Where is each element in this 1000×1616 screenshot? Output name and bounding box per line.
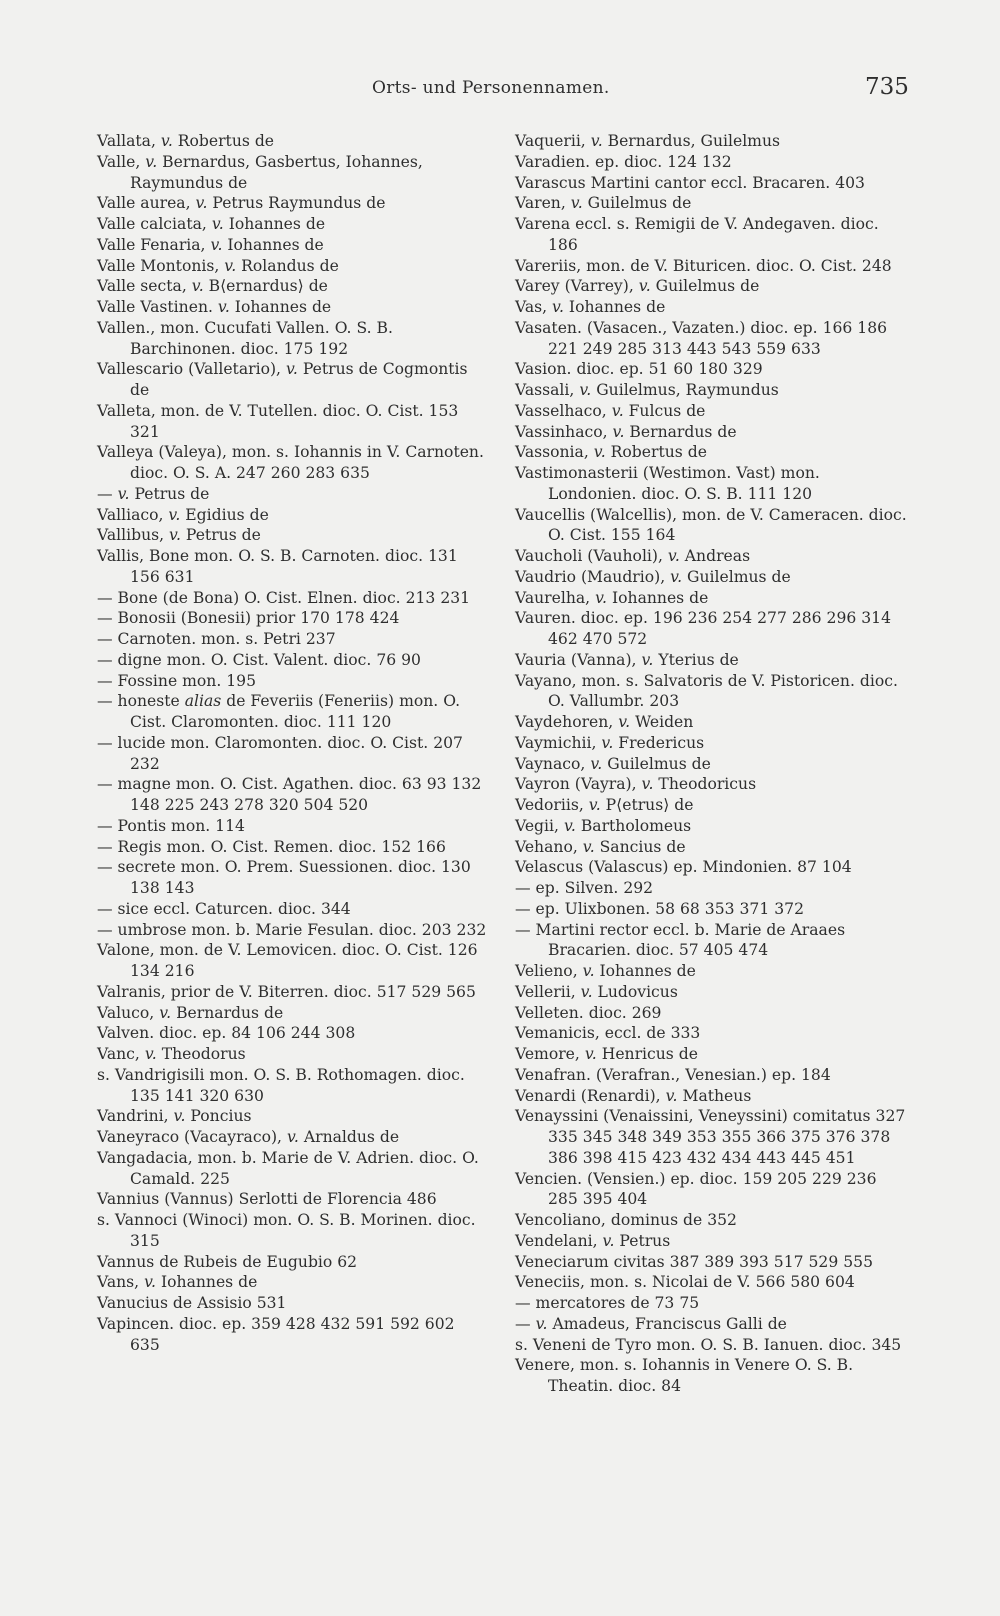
index-entry: — magne mon. O. Cist. Agathen. dioc. 63 93 132 148 225 243 278 320 504 520	[97, 775, 482, 814]
index-entry: Valven. dioc. ep. 84 106 244 308	[97, 1024, 356, 1043]
index-entry: Velieno, v. Iohannes de	[515, 962, 696, 980]
index-entry: Vaudrio (Maudrio), v. Guilelmus de	[515, 567, 791, 586]
index-entry: Vallen., mon. Cucufati Vallen. O. S. B. Barchinonen. dioc. 175 192	[97, 318, 393, 358]
index-entry: Vehano, v. Sancius de	[515, 837, 686, 856]
index-entry: Vasaten. (Vasacen., Vazaten.) dioc. ep. 166 186 221 249 285 313 443 543 559 633	[515, 318, 888, 358]
index-entry: — mercatores de 73 75	[515, 1294, 700, 1312]
index-column-right	[515, 131, 907, 1397]
index-entry: Vans, v. Iohannes de	[97, 1273, 258, 1292]
index-entry: — umbrose mon. b. Marie Fesulan. dioc. 203 232	[97, 920, 487, 939]
index-entry: Vapincen. dioc. ep. 359 428 432 591 592 602 635	[97, 1314, 455, 1354]
index-entry: Varena eccl. s. Remigii de V. Andegaven. dioc. 186	[515, 215, 879, 254]
index-entry: Valranis, prior de V. Biterren. dioc. 517 529 565	[97, 982, 476, 1001]
index-entry: Vareriis, mon. de V. Bituricen. dioc. O. Cist. 248	[515, 256, 892, 275]
index-entry: Vaucellis (Walcellis), mon. de V. Cameracen. dioc. O. Cist. 155 164	[515, 505, 907, 545]
index-entry: Vannius (Vannus) Serlotti de Florencia 486	[97, 1190, 437, 1209]
index-entry: Vaquerii, v. Bernardus, Guilelmus	[515, 132, 781, 150]
index-entry: — Fossine mon. 195	[97, 671, 257, 690]
index-entry: Vangadacia, mon. b. Marie de V. Adrien. dioc. O. Camald. 225	[97, 1148, 479, 1188]
index-entry: Valle calciata, v. Iohannes de	[97, 215, 326, 233]
index-entry: Valle Fenaria, v. Iohannes de	[97, 235, 324, 254]
index-entry: Varen, v. Guilelmus de	[515, 194, 692, 213]
index-entry: Varadien. ep. dioc. 124 132	[515, 152, 732, 171]
index-entry: Vaymichii, v. Fredericus	[515, 733, 705, 752]
index-column-left	[97, 131, 489, 1355]
index-entry: Vayron (Vayra), v. Theodoricus	[515, 775, 757, 794]
index-entry: — Regis mon. O. Cist. Remen. dioc. 152 166	[97, 837, 446, 856]
index-entry: Vannus de Rubeis de Eugubio 62	[97, 1252, 358, 1271]
index-entry: Vandrini, v. Poncius	[97, 1107, 252, 1126]
index-entry: Varey (Varrey), v. Guilelmus de	[515, 277, 760, 296]
index-entry: Vaneyraco (Vacayraco), v. Arnaldus de	[97, 1128, 400, 1146]
index-entry: Valone, mon. de V. Lemovicen. dioc. O. Cist. 126 134 216	[97, 941, 478, 980]
index-entry: Valle, v. Bernardus, Gasbertus, Iohannes, Raymundus de	[97, 152, 423, 192]
index-entry: s. Veneni de Tyro mon. O. S. B. Ianuen. dioc. 345	[515, 1335, 902, 1354]
index-entry: Vassinhaco, v. Bernardus de	[515, 422, 737, 441]
index-entry: Vencien. (Vensien.) ep. dioc. 159 205 229 236 285 395 404	[515, 1169, 877, 1209]
running-title: Orts- und Personennamen.	[372, 78, 610, 98]
index-entry: — Martini rector eccl. b. Marie de Araaes Bracarien. dioc. 57 405 474	[515, 920, 846, 960]
index-entry: Velascus (Valascus) ep. Mindonien. 87 104	[515, 858, 852, 877]
index-entry: Vaynaco, v. Guilelmus de	[515, 754, 711, 773]
index-entry: Valle aurea, v. Petrus Raymundus de	[97, 194, 386, 213]
index-entry: — v. Amadeus, Franciscus Galli de	[515, 1314, 787, 1333]
index-entry: Vanucius de Assisio 531	[97, 1294, 287, 1312]
index-entry: — honeste alias de Feveriis (Feneriis) mon. O. Cist. Claromonten. dioc. 111 120	[97, 692, 461, 731]
index-entry: — ep. Silven. 292	[515, 879, 654, 897]
index-entry: Valleya (Valeya), mon. s. Iohannis in V. Carnoten. dioc. O. S. A. 247 260 283 635	[97, 443, 484, 482]
index-entry: Velleten. dioc. 269	[515, 1003, 662, 1022]
index-entry: Vaucholi (Vauholi), v. Andreas	[515, 547, 751, 565]
index-entry: Vemore, v. Henricus de	[515, 1045, 698, 1063]
index-entry: Vallibus, v. Petrus de	[97, 526, 261, 545]
index-entry: Veneciis, mon. s. Nicolai de V. 566 580 604	[515, 1273, 855, 1292]
index-entry: — digne mon. O. Cist. Valent. dioc. 76 90	[97, 650, 421, 669]
index-entry: Vasion. dioc. ep. 51 60 180 329	[515, 360, 763, 379]
index-entry: Vanc, v. Theodorus	[97, 1045, 246, 1063]
index-entry: — secrete mon. O. Prem. Suessionen. dioc. 130 138 143	[97, 858, 471, 897]
index-entry: Vencoliano, dominus de 352	[515, 1211, 737, 1229]
index-entry: — lucide mon. Claromonten. dioc. O. Cist. 207 232	[97, 733, 463, 773]
index-entry: Varascus Martini cantor eccl. Bracaren. 403	[515, 173, 865, 192]
index-entry: Venardi (Renardi), v. Matheus	[515, 1086, 752, 1105]
index-entry: Valliaco, v. Egidius de	[97, 505, 269, 524]
index-entry: Valle Vastinen. v. Iohannes de	[97, 298, 332, 316]
index-entry: Venere, mon. s. Iohannis in Venere O. S. B. Theatin. dioc. 84	[515, 1356, 854, 1395]
index-entry: Vassonia, v. Robertus de	[515, 443, 707, 462]
index-entry: — v. Petrus de	[97, 484, 210, 503]
index-entry: — Carnoten. mon. s. Petri 237	[97, 630, 336, 648]
index-entry: — Bonosii (Bonesii) prior 170 178 424	[97, 609, 400, 628]
index-entry: Vellerii, v. Ludovicus	[515, 982, 678, 1001]
index-entry: Vaurelha, v. Iohannes de	[515, 588, 709, 607]
index-entry: Vaydehoren, v. Weiden	[515, 713, 694, 731]
index-entry: Vassali, v. Guilelmus, Raymundus	[515, 381, 779, 399]
index-entry: Venafran. (Verafran., Venesian.) ep. 184	[515, 1065, 831, 1084]
page-number: 735	[865, 74, 909, 100]
index-entry: — sice eccl. Caturcen. dioc. 344	[97, 899, 351, 918]
index-entry: Valleta, mon. de V. Tutellen. dioc. O. Cist. 153 321	[97, 401, 459, 441]
index-entry: Veneciarum civitas 387 389 393 517 529 555	[515, 1252, 873, 1271]
index-entry: — ep. Ulixbonen. 58 68 353 371 372	[515, 899, 804, 918]
index-entry: Vas, v. Iohannes de	[515, 298, 666, 316]
index-entry: — Bone (de Bona) O. Cist. Elnen. dioc. 213 231	[97, 588, 471, 607]
index-entry: Vastimonasterii (Westimon. Vast) mon. Londonien. dioc. O. S. B. 111 120	[515, 464, 820, 503]
index-entry: Vauren. dioc. ep. 196 236 254 277 286 296 314 462 470 572	[515, 609, 892, 648]
index-entry: Vauria (Vanna), v. Yterius de	[515, 650, 739, 669]
index-entry: Valle Montonis, v. Rolandus de	[97, 256, 339, 275]
index-entry: Vayano, mon. s. Salvatoris de V. Pistoricen. dioc. O. Vallumbr. 203	[515, 671, 898, 711]
index-entry: Vemanicis, eccl. de 333	[515, 1024, 701, 1043]
index-entry: s. Vandrigisili mon. O. S. B. Rothomagen. dioc. 135 141 320 630	[97, 1065, 465, 1105]
index-entry: — Pontis mon. 114	[97, 816, 245, 835]
page-header	[0, 74, 1000, 108]
index-entry: Vasselhaco, v. Fulcus de	[515, 401, 706, 420]
index-entry: Valle secta, v. B⟨ernardus⟩ de	[97, 277, 328, 296]
index-entry: s. Vannoci (Winoci) mon. O. S. B. Morinen. dioc. 315	[97, 1211, 476, 1250]
index-entry: Vallis, Bone mon. O. S. B. Carnoten. dioc. 131 156 631	[97, 547, 458, 586]
index-entry: Vedoriis, v. P⟨etrus⟩ de	[515, 796, 694, 814]
index-entry: Vallata, v. Robertus de	[97, 132, 275, 150]
index-entry: Vegii, v. Bartholomeus	[515, 816, 692, 835]
index-entry: Vendelani, v. Petrus	[515, 1231, 671, 1250]
index-entry: Valuco, v. Bernardus de	[97, 1003, 284, 1022]
index-entry: Venayssini (Venaissini, Veneyssini) comitatus 327 335 345 348 349 353 355 366 375 376 378 386 398 415 423 432 434 443 445 451	[515, 1107, 906, 1167]
index-entry: Vallescario (Valletario), v. Petrus de Cogmontis de	[97, 360, 468, 399]
